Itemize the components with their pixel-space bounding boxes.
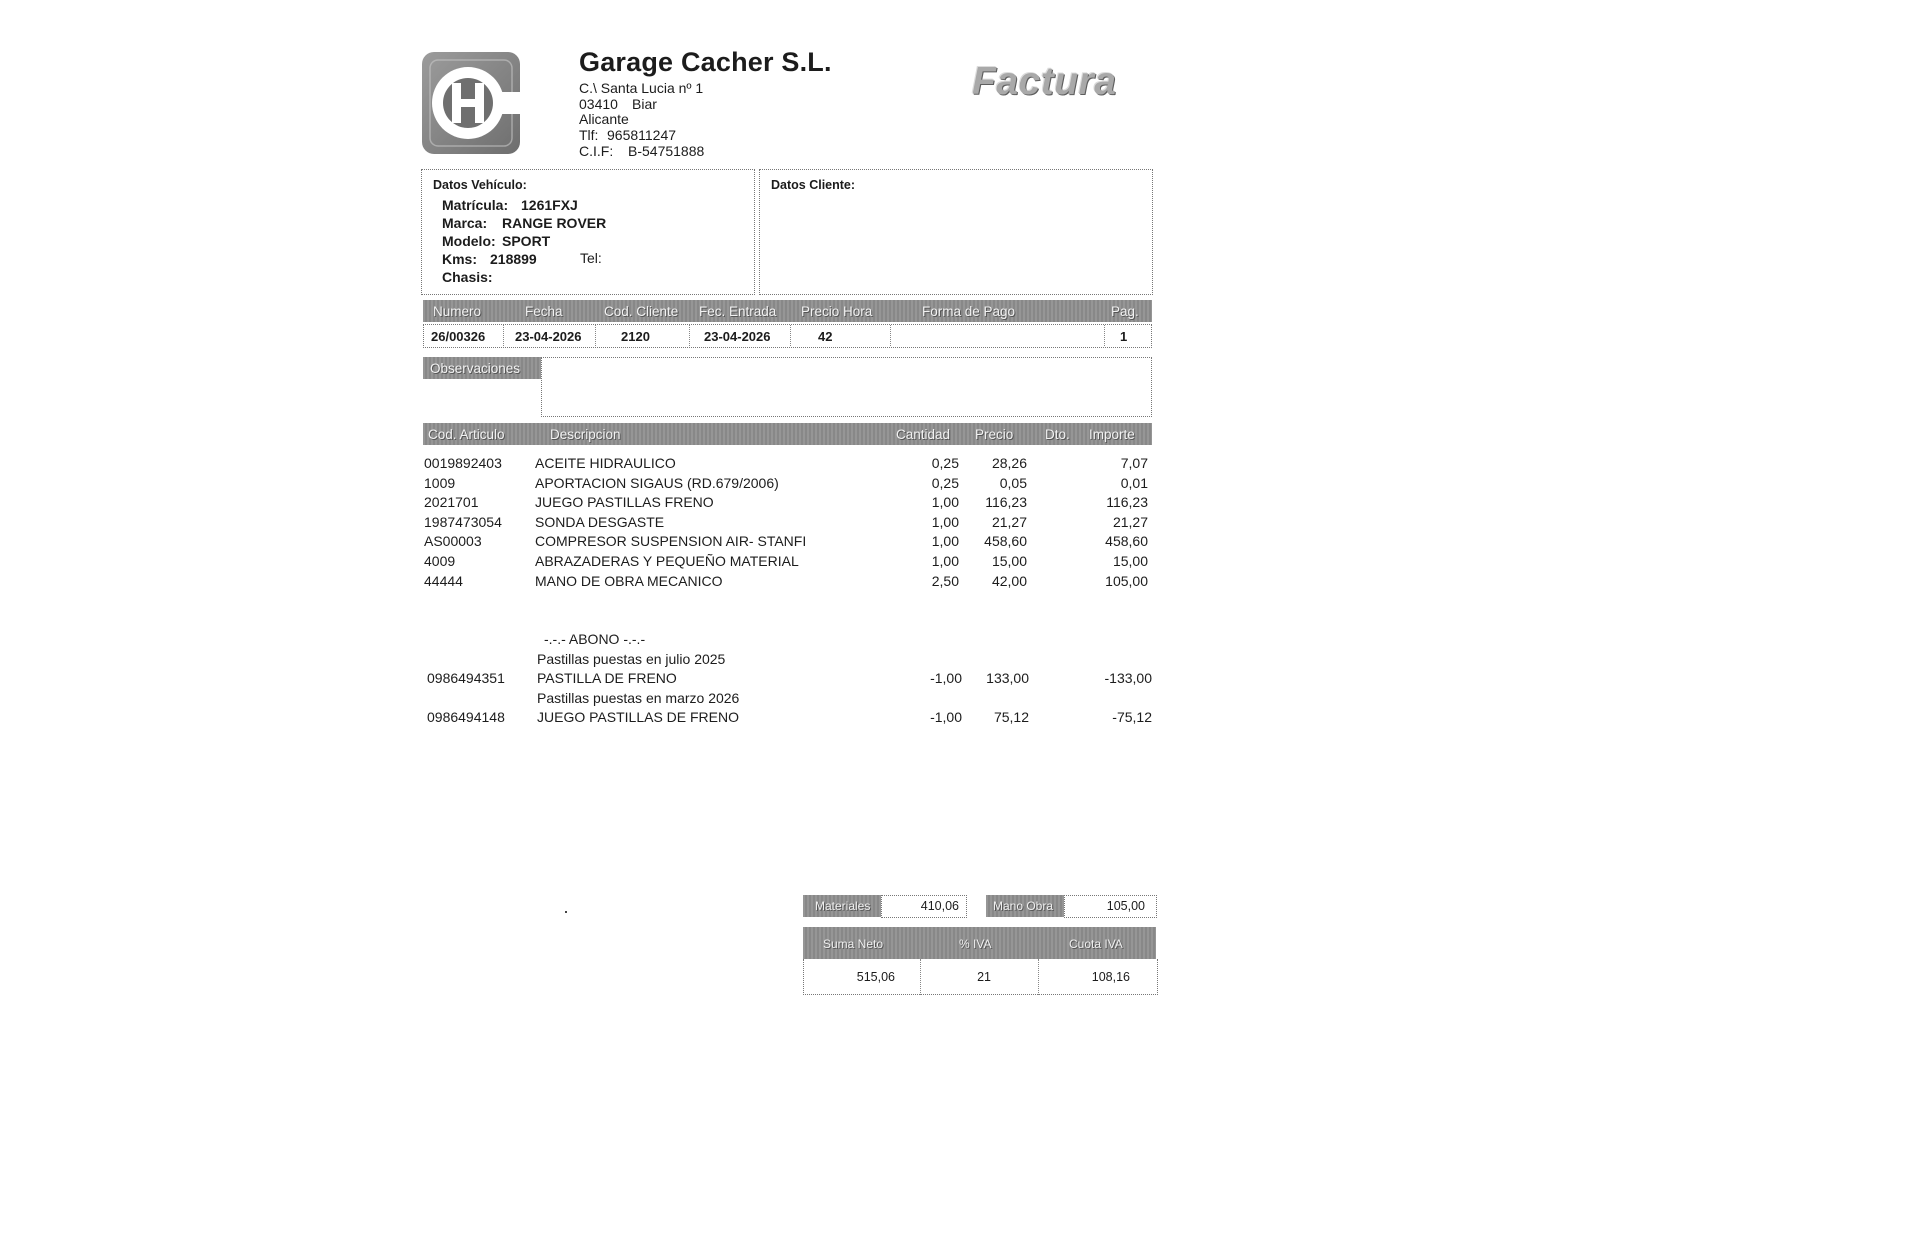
item-amount: -133,00 [1104,670,1152,686]
model-value: SPORT [502,233,551,249]
item-description: COMPRESOR SUSPENSION AIR- STANFI [535,533,807,550]
item-description: SONDA DESGASTE [535,513,665,530]
item-description: JUEGO PASTILLAS FRENO [535,494,714,511]
plate-label: Matrícula: [442,197,509,213]
col-cod-articulo: Cod. Articulo [428,427,505,442]
labor-value: 105,00 [1106,899,1145,913]
invoice-info-header-bar [423,300,1152,322]
materials-value: 410,06 [920,899,959,913]
item-description: ABRAZADERAS Y PEQUEÑO MATERIAL [535,553,799,569]
company-phone: 965811247 [607,127,677,143]
item-amount: 105,00 [1105,572,1148,589]
item-amount: 7,07 [1120,455,1148,471]
vat-amount-value: 108,16 [1091,970,1130,984]
col-descripcion: Descripcion [550,427,621,442]
credit-title: -.-.- ABONO -.-.- [544,631,646,647]
observations-label-bar [423,357,541,379]
header-pag: Pag. [1111,304,1139,319]
net-label: Suma Neto [823,937,884,951]
header-fecha: Fecha [525,304,563,319]
company-city: Biar [632,96,657,112]
item-amount: -75,12 [1112,709,1152,725]
items-header-bar [423,423,1152,445]
observations-box [541,357,1152,417]
item-qty: -1,00 [930,709,962,725]
labor-label: Mano Obra [993,899,1054,913]
item-price: 458,60 [984,533,1027,550]
header-fec-entrada: Fec. Entrada [699,304,777,319]
header-forma-pago: Forma de Pago [922,304,1016,319]
item-description: JUEGO PASTILLAS DE FRENO [537,709,740,725]
model-label: Modelo: [442,233,496,249]
item-amount: 21,27 [1112,513,1148,530]
company-name: Garage Cacher S.L. [579,47,832,77]
item-price: 21,27 [991,513,1027,530]
item-qty: -1,00 [930,670,962,686]
item-price: 28,26 [991,455,1027,471]
company-phone-label: Tlf: [579,127,599,143]
col-cantidad: Cantidad [896,427,951,442]
company-cif: B-54751888 [628,143,705,159]
item-code: 44444 [424,572,463,589]
item-code: 2021701 [424,494,479,511]
header-precio-hora: Precio Hora [801,304,873,319]
invoice-date: 23-04-2026 [515,329,582,344]
item-qty: 0,25 [931,474,959,491]
entry-date: 23-04-2026 [704,329,771,344]
item-description: PASTILLA DE FRENO [537,670,677,686]
company-address: C.\ Santa Lucia nº 1 [579,80,704,96]
hourly-rate: 42 [818,329,833,344]
page-number: 1 [1120,329,1128,344]
item-qty: 2,50 [931,572,959,589]
company-province: Alicante [579,111,629,127]
item-code: 1009 [424,474,456,491]
document-title: Factura [972,60,1117,103]
item-qty: 0,25 [931,455,959,471]
company-postal-code: 03410 [579,96,618,112]
invoice-number: 26/00326 [431,329,486,344]
kms-label: Kms: [442,251,478,267]
item-code: 1987473054 [424,513,502,530]
item-qty: 1,00 [931,513,959,530]
company-logo [422,52,520,154]
item-price: 75,12 [993,709,1029,725]
item-amount: 15,00 [1112,553,1148,569]
plate-value: 1261FXJ [521,197,578,213]
chassis-label: Chasis: [442,269,493,285]
make-value: RANGE ROVER [502,215,607,231]
item-price: 0,05 [999,474,1027,491]
vat-pct-value: 21 [977,970,991,984]
item-code: AS00003 [424,533,482,550]
item-code: 0019892403 [424,455,502,471]
item-description: APORTACION SIGAUS (RD.679/2006) [535,474,779,491]
col-precio: Precio [975,427,1014,442]
item-qty: 1,00 [931,553,959,569]
item-qty: 1,00 [931,494,959,511]
item-description: ACEITE HIDRAULICO [535,455,676,471]
materials-label-bar [803,895,881,917]
header-numero: Numero [433,304,482,319]
item-price: 42,00 [991,572,1027,589]
vehicle-section-title: Datos Vehículo: [433,178,527,192]
net-value: 515,06 [856,970,895,984]
item-description: MANO DE OBRA MECANICO [535,572,723,589]
item-amount: 0,01 [1120,474,1148,491]
tel-label: Tel: [580,250,602,266]
item-code: 0986494148 [427,709,505,725]
totals-header-bar [803,927,1156,959]
observations-label: Observaciones [430,361,521,376]
col-importe: Importe [1089,427,1135,442]
item-amount: 458,60 [1105,533,1148,550]
item-price: 116,23 [985,494,1027,511]
col-dto: Dto. [1045,427,1070,442]
kms-value: 218899 [490,251,537,267]
materials-label: Materiales [815,899,871,913]
client-code: 2120 [621,329,650,344]
item-code: 0986494351 [427,670,505,686]
item-price: 15,00 [991,553,1027,569]
credit-note-1: Pastillas puestas en julio 2025 [537,651,726,667]
item-price: 133,00 [986,670,1029,686]
header-cod-cliente: Cod. Cliente [604,304,679,319]
labor-label-bar [986,895,1064,917]
scan-speck [565,911,567,913]
credit-note-2: Pastillas puestas en marzo 2026 [537,690,740,706]
company-cif-label: C.I.F: [579,143,614,159]
item-qty: 1,00 [931,533,959,550]
item-amount: 116,23 [1106,494,1148,511]
vat-amount-label: Cuota IVA [1069,937,1123,951]
make-label: Marca: [442,215,488,231]
vat-pct-label: % IVA [959,937,992,951]
item-code: 4009 [424,553,456,569]
client-section-title: Datos Cliente: [771,178,856,192]
